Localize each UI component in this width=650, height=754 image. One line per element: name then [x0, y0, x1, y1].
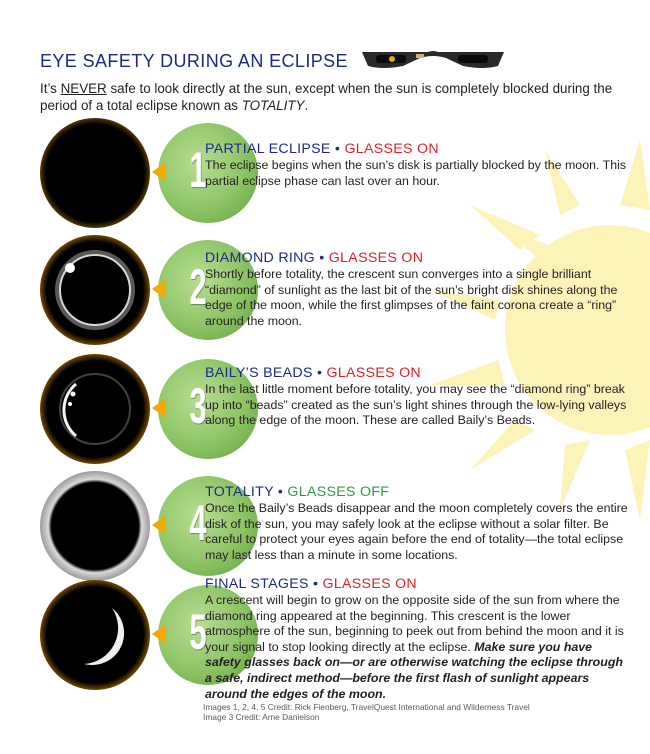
glasses-status: GLASSES ON [326, 365, 421, 381]
eclipse-image-bailys-beads [40, 354, 150, 464]
intro-part: . [304, 98, 309, 113]
step-heading [205, 364, 630, 382]
step-name: BAILY’S BEADS [205, 365, 313, 381]
step-bailys-beads [40, 354, 640, 464]
step-content [205, 575, 630, 702]
eclipse-image-totality [40, 471, 150, 581]
step-description: The eclipse begins when the sun’s disk is partially blocked by the moon. This partial eclipse phase can last over an hour. [205, 158, 627, 188]
intro-part: It’s [40, 81, 61, 96]
bullet-separator: • [315, 250, 329, 266]
credit-line: Images 1, 2, 4, 5 Credit: Rick Fienberg, TravelQuest International and Wilderness Travel [203, 702, 530, 712]
glasses-status: GLASSES ON [322, 576, 417, 592]
step-description: In the last little moment before totality, you may see the “diamond ring” break up into “beads” created as the sun’s light shines through the low-lying valleys along the edge of the moon. These are called Baily’s Beads. [205, 382, 627, 428]
step-description: Shortly before totality, the crescent sun converges into a single brilliant “diamond” of sunlight as the last bit of the sun’s bright disk shines along the edge of the moon, while the first glimpses of the faint corona create a “ring” around the moon. [205, 267, 618, 328]
step-number: 4 [189, 495, 207, 551]
bullet-separator: • [312, 365, 327, 381]
step-number: 2 [189, 259, 207, 315]
step-name: DIAMOND RING [205, 250, 316, 266]
step-number: 3 [189, 378, 207, 434]
intro-text [40, 80, 630, 114]
bullet-separator: • [330, 141, 345, 157]
glasses-status: GLASSES OFF [287, 484, 390, 500]
step-heading [205, 249, 630, 267]
step-totality [40, 471, 640, 581]
step-number: 1 [189, 142, 207, 198]
intro-part: safe to look directly at the sun, except when the sun is completely blocked during the period of a total eclipse known as [40, 81, 613, 113]
step-content [205, 483, 630, 563]
bullet-separator: • [308, 576, 323, 592]
step-number: 5 [189, 604, 207, 660]
step-partial-eclipse [40, 118, 640, 228]
credit-line: Image 3 Credit: Arne Danielson [203, 712, 320, 723]
glasses-status: GLASSES ON [344, 141, 439, 157]
eclipse-image-partial [40, 118, 150, 228]
pointer-arrow-icon [152, 398, 166, 418]
step-heading [205, 483, 630, 501]
step-final-stages [40, 576, 640, 701]
pointer-arrow-icon [152, 279, 166, 299]
step-heading [205, 140, 630, 158]
intro-totality: TOTALITY [241, 98, 305, 113]
page-title: EYE SAFETY DURING AN ECLIPSE [40, 51, 348, 71]
step-heading [205, 575, 630, 593]
step-name: TOTALITY [205, 484, 274, 500]
step-content [205, 364, 630, 429]
image-credits [203, 702, 530, 723]
step-description [205, 593, 630, 702]
step-content [205, 140, 630, 189]
header [40, 46, 630, 114]
step-description-emphasis: Make sure you have safety glasses back on—or are otherwise watching the eclipse through a safe, indirect method—before the first flash of sunlight appears around the edges of the moon. [205, 639, 623, 701]
eclipse-image-final-stages [40, 580, 150, 690]
intro-never: NEVER [60, 81, 107, 96]
bullet-separator: • [273, 484, 288, 500]
glasses-status: GLASSES ON [328, 250, 424, 266]
eclipse-glasses-icon [358, 46, 508, 77]
step-diamond-ring [40, 235, 640, 345]
eclipse-image-diamond-ring [40, 235, 150, 345]
step-name: PARTIAL ECLIPSE [205, 141, 331, 157]
step-content [205, 249, 630, 329]
pointer-arrow-icon [152, 162, 166, 182]
step-name: FINAL STAGES [205, 576, 309, 592]
pointer-arrow-icon [152, 624, 166, 644]
step-description: Once the Baily’s Beads disappear and the moon completely covers the entire disk of the sun, you may safely look at the eclipse without a solar filter. Be careful to protect your eyes again before the end of totality—the total eclipse may last less than a minute in some locations. [205, 501, 628, 562]
step-description-text: A crescent will begin to grow on the opposite side of the sun from where the diamond ring appeared at the beginning. This crescent is the lower atmosphere of the sun, beginning to peek out from behind the moon and it is your signal to stop looking directly at the eclipse. [205, 593, 624, 654]
pointer-arrow-icon [152, 515, 166, 535]
